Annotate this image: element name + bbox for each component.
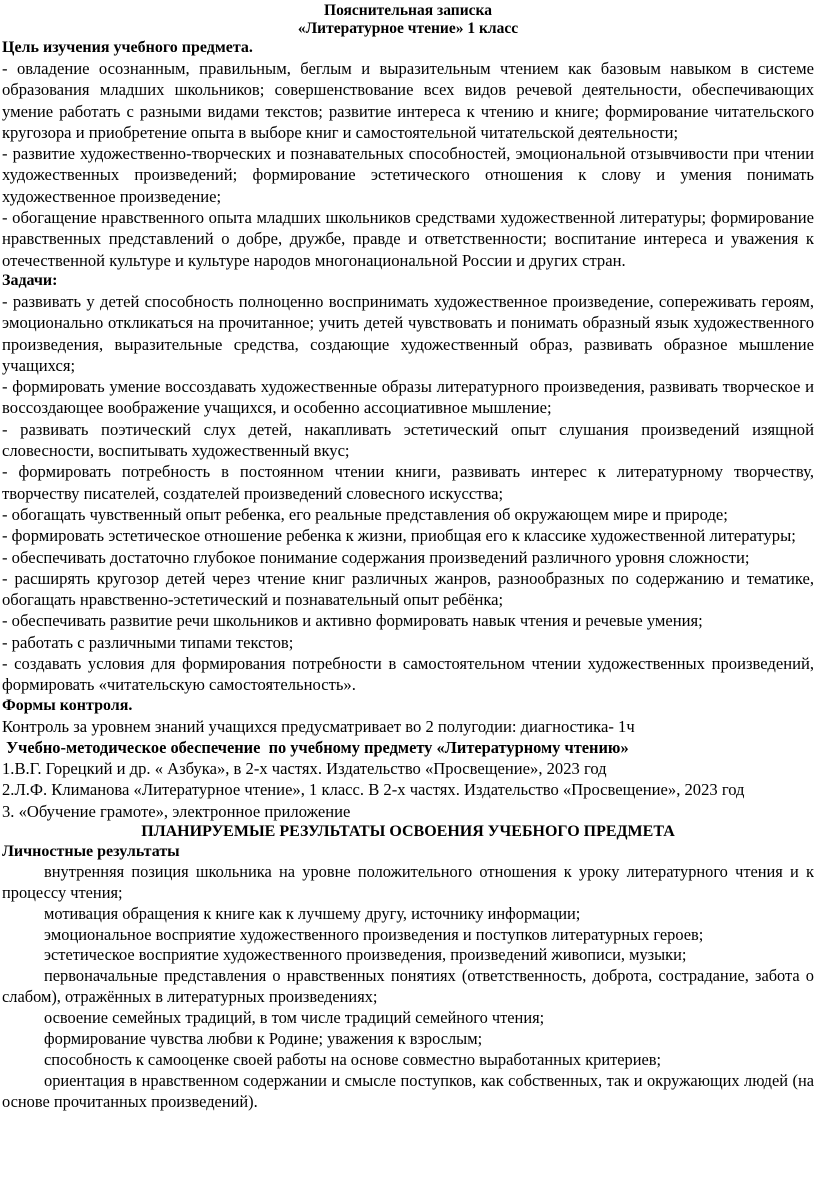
task-item: - обогащать чувственный опыт ребенка, его реальные представления об окружающем мире и природе; — [2, 504, 728, 524]
result-item: эстетическое восприятие художественного произведения, произведений живописи, музыки; — [44, 945, 687, 965]
goals-heading: Цель изучения учебного предмета. — [2, 39, 253, 56]
goal-item: - обогащение нравственного опыта младших школьников средствами художественной литературы; формирование нравственных представлений о добре, дружбе, правде и ответственности; воспитание интереса и уважения к отечественной культуре и культуре народов многонациональной России и других стран. — [2, 208, 814, 270]
task-item: - работать с различными типами текстов; — [2, 632, 294, 652]
control-text: Контроль за уровнем знаний учащихся предусматривает во 2 полугодии: диагностика- 1ч — [2, 716, 635, 736]
task-item: - расширять кругозор детей через чтение книг различных жанров, разнообразных по содержанию и тематике, обогащать нравственно-эстетический и познавательный опыт ребёнка; — [2, 568, 814, 610]
materials-heading: Учебно-методическое обеспечение по учебному предмету «Литературному чтению» — [2, 737, 629, 757]
result-item: формирование чувства любви к Родине; уважения к взрослым; — [44, 1029, 483, 1049]
task-item: - развивать у детей способность полноценно воспринимать художественное произведение, сопереживать героям, эмоционально откликаться на прочитанное; учить детей чувствовать и понимать образный язык художественного произведения, выразительные средства, создающие художественный образ, развивать образное мышление учащихся; — [2, 291, 814, 375]
task-item: - формировать умение воссоздавать художественные образы литературного произведения, развивать творческое и воссоздающее воображение учащихся, и особенно ассоциативное мышление; — [2, 377, 814, 418]
task-item: - развивать поэтический слух детей, накапливать эстетический опыт слушания произведений изящной словесности, воспитывать художественный вкус; — [2, 419, 814, 461]
task-item: - формировать эстетическое отношение ребенка к жизни, приобщая его к классике художественной литературы; — [2, 526, 796, 546]
document-subtitle: «Литературное чтение» 1 класс — [297, 20, 519, 37]
task-item: - обеспечивать достаточно глубокое понимание содержания произведений различного уровня сложности; — [2, 547, 750, 567]
task-item: - формировать потребность в постоянном чтении книги, развивать интерес к литературному творчеству, творчеству писателей, создателей произведений словесного искусства; — [2, 462, 814, 503]
result-item: мотивация обращения к книге как к лучшему другу, источнику информации; — [44, 903, 581, 923]
result-item: внутренняя позиция школьника на уровне положительного отношения к уроку литературного чтения и к процессу чтения; — [2, 861, 814, 902]
document-title: Пояснительная записка — [324, 2, 492, 19]
material-item: 3. «Обучение грамоте», электронное приложение — [2, 801, 351, 821]
goal-item: - овладение осознанным, правильным, беглым и выразительным чтением как базовым навыком в системе образования младших школьников; совершенствование всех видов речевой деятельности, обеспечивающих умение работать с разными видами текстов; развитие интереса к чтению и книге; формирование читательского кругозора и приобретение опыта в выборе книг и самостоятельной читательской деятельности; — [2, 59, 814, 142]
tasks-heading: Задачи: — [2, 271, 58, 289]
result-item: ориентация в нравственном содержании и смысле поступков, как собственных, так и окружающих людей (на основе прочитанных произведений). — [2, 1070, 814, 1111]
result-item: способность к самооценке своей работы на основе совместно выработанных критериев; — [44, 1049, 662, 1069]
task-item: - создавать условия для формирования потребности в самостоятельном чтении художественных произведений, формировать «читательскую самостоятельность». — [2, 654, 814, 695]
personal-results-heading: Личностные результаты — [2, 842, 180, 860]
control-heading: Формы контроля. — [2, 696, 133, 714]
result-item: освоение семейных традиций, в том числе традиций семейного чтения; — [44, 1008, 545, 1028]
goal-item: - развитие художественно-творческих и познавательных способностей, эмоциональной отзывчивости при чтении художественных произведений; формирование эстетического отношения к слову и умения понимать художественное произведение; — [2, 144, 814, 206]
material-item: 2.Л.Ф. Климанова «Литературное чтение», 1 класс. В 2-х частях. Издательство «Просвещение», 2023 год — [2, 780, 745, 800]
results-heading: ПЛАНИРУЕМЫЕ РЕЗУЛЬТАТЫ ОСВОЕНИЯ УЧЕБНОГО ПРЕДМЕТА — [141, 822, 675, 840]
result-item: эмоциональное восприятие художественного произведения и поступков литературных героев; — [44, 924, 704, 944]
task-item: - обеспечивать развитие речи школьников и активно формировать навык чтения и речевые умения; — [2, 611, 703, 631]
material-item: 1.В.Г. Горецкий и др. « Азбука», в 2-х частях. Издательство «Просвещение», 2023 год — [2, 758, 607, 778]
result-item: первоначальные представления о нравственных понятиях (ответственность, доброта, сострадание, забота о слабом), отражённых в литературных произведениях; — [2, 966, 814, 1007]
